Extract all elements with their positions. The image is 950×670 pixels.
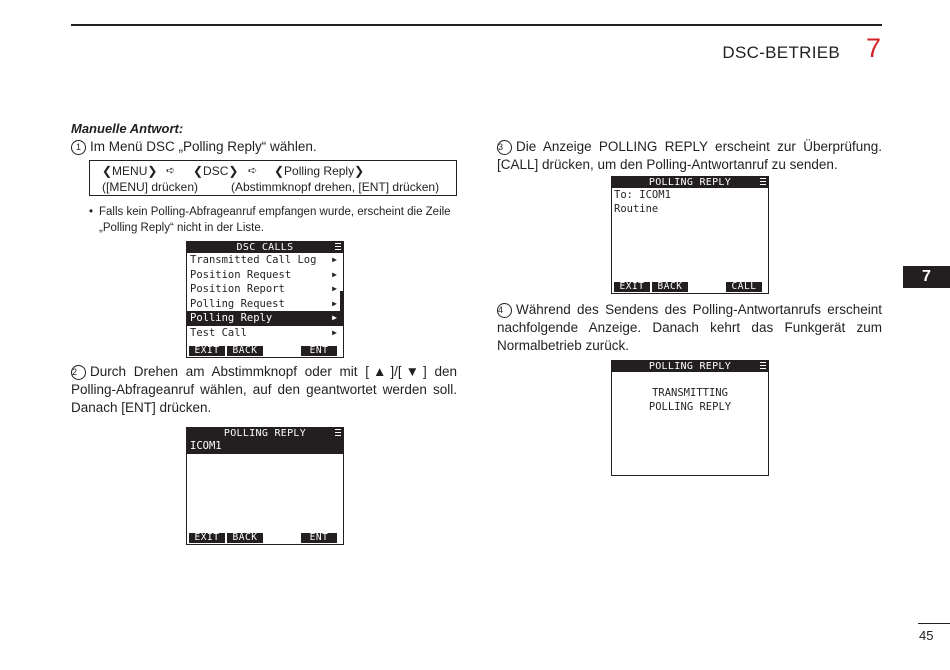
step-2: [71, 363, 457, 417]
lcd-list-item: Test Call ▶: [190, 326, 337, 339]
lcd-transmitting: [611, 360, 769, 476]
lcd-list-item: Polling Request ▶: [190, 297, 337, 310]
softkey-back: BACK: [227, 346, 263, 356]
softkey-call: CALL: [726, 282, 762, 292]
step-1: [71, 138, 317, 156]
softkey-ent: ENT: [301, 533, 337, 543]
softkey-ent: ENT: [301, 346, 337, 356]
menu-path-desc-menu: ([MENU] drücken): [102, 180, 199, 194]
step-text: Die Anzeige POLLING REPLY erscheint zur Überprüfung. [CALL] drücken, um den Polling-Antwortanruf zu senden.: [497, 139, 882, 172]
lcd-to-line: To: ICOM1: [614, 189, 671, 201]
note: [89, 204, 459, 236]
page-number: 45: [919, 628, 934, 643]
scrollbar-thumb: [340, 291, 343, 313]
lcd-title: POLLING REPLY: [648, 361, 732, 372]
lcd-dsc-calls: [186, 241, 344, 358]
lcd-status-line: POLLING REPLY: [648, 401, 732, 413]
page-number-rule: [918, 623, 950, 624]
softkey-exit: EXIT: [189, 346, 225, 356]
step-number: 4: [497, 303, 512, 318]
menu-path-desc-knob: (Abstimmknopf drehen, [ENT] drücken): [231, 180, 440, 194]
arrow-right-icon: ▶: [332, 284, 337, 293]
lcd-title-bar: [612, 177, 768, 188]
header-rule: [71, 24, 882, 26]
softkey-back: BACK: [227, 533, 263, 543]
softkey-exit: EXIT: [614, 282, 650, 292]
softkey-back: BACK: [652, 282, 688, 292]
arrow-right-icon: ▶: [332, 313, 337, 322]
lcd-list-item: Transmitted Call Log ▶: [190, 254, 337, 266]
arrow-right-icon: ▶: [332, 269, 337, 279]
menu-path-polling-reply: ❮Polling Reply❯: [274, 164, 365, 178]
chapter-number: 7: [865, 33, 881, 63]
arrow-right-icon: ▶: [332, 255, 337, 264]
chapter-side-tab: 7: [903, 266, 950, 288]
step-text: Durch Drehen am Abstimmknopf oder mit [▲]/[▼] den Polling-Abfrageanruf wählen, auf den geantwortet werden soll. Danach [ENT] drücken.: [71, 364, 457, 415]
arrow-right-icon: ▶: [332, 327, 337, 337]
menu-path-box: [89, 160, 457, 196]
menu-path-dsc: ❮DSC❯: [193, 164, 239, 178]
lcd-softkey-bar: [187, 533, 343, 544]
lcd-status-line: TRANSMITTING: [652, 387, 728, 399]
lcd-list-item-selected: ICOM1: [187, 439, 343, 454]
section-heading: Manuelle Antwort:: [71, 121, 184, 136]
lcd-polling-confirm: [611, 176, 769, 294]
bullet-icon: •: [89, 206, 94, 218]
arrow-icon: ➪: [248, 165, 258, 177]
softkey-exit: EXIT: [189, 533, 225, 543]
lcd-title: DSC CALLS: [236, 242, 294, 253]
lcd-title-bar: [612, 361, 768, 372]
arrow-right-icon: ▶: [332, 298, 337, 308]
lcd-list-item: Position Request ▶: [190, 268, 337, 281]
step-number: 2: [71, 365, 86, 380]
lcd-list-item: Position Report ▶: [190, 283, 337, 295]
note-text: Falls kein Polling-Abfrageanruf empfangen wurde, erscheint die Zeile „Polling Reply“ nicht in der Liste.: [99, 206, 451, 234]
step-text: Im Menü DSC „Polling Reply“ wählen.: [90, 139, 317, 154]
step-text: Während des Sendens des Polling-Antwortanrufs erscheint nachfolgende Anzeige. Danach kehrt das Funkgerät zum Normalbetrieb zurück.: [497, 302, 882, 353]
lcd-title-bar: [187, 242, 343, 253]
lcd-title: POLLING REPLY: [223, 428, 307, 439]
lcd-list-item-selected: Polling Reply ▶: [187, 311, 343, 326]
page-section-title: DSC-BETRIEB: [722, 43, 840, 62]
step-number: 3: [497, 140, 512, 155]
menu-icon: [760, 178, 766, 187]
arrow-icon: ➪: [166, 165, 176, 177]
step-number: 1: [71, 140, 86, 155]
step-3: [497, 138, 882, 174]
menu-icon: [760, 362, 766, 371]
lcd-title-bar: [187, 428, 343, 439]
menu-path-menu: ❮MENU❯: [102, 164, 158, 178]
menu-icon: [335, 429, 341, 438]
lcd-title: POLLING REPLY: [648, 177, 732, 188]
lcd-softkey-bar: [612, 282, 768, 293]
menu-icon: [335, 243, 341, 252]
lcd-category-line: Routine: [614, 203, 659, 215]
lcd-softkey-bar: [187, 346, 343, 357]
lcd-polling-list: [186, 427, 344, 545]
step-4: [497, 301, 882, 355]
